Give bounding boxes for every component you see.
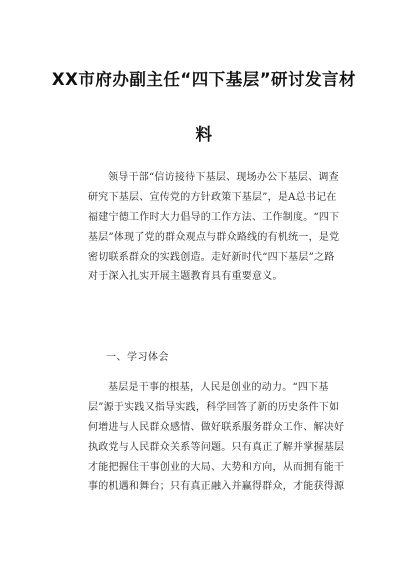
text-line: 事的机遇和舞台；只有真正融入并赢得群众，才能获得源 [88,481,345,493]
text-line: 领导干部“信访接待下基层、现场办公下基层、调查 [108,172,339,183]
document-title-line1: XX市府办副主任“四下基层”研讨发言材 [51,70,357,89]
text-line: 密切联系群众的实践创造。走好新时代“四下基层”之路 [88,251,335,263]
document-title-line2: 料 [195,125,213,144]
text-line: 基层”体现了党的群众观点与群众路线的有机统一，是党 [88,231,340,243]
text-line: 福建宁德工作时大力倡导的工作方法、工作制度。“四下 [88,211,340,223]
paragraph-section1 [88,378,350,497]
text-line: 何增进与人民群众感情、做好联系服务群众工作、解决好 [88,421,345,433]
paragraph-intro [88,168,350,287]
text-line: 才能把握住干事创业的大局、大势和方向，从而拥有能干 [88,461,345,473]
text-line: 对于深入扎实开展主题教育具有重要意义。 [88,271,283,283]
text-line: 执政党与人民群众关系等问题。只有真正了解并掌握基层 [88,441,345,453]
text-line: 基层是干事的根基，人民是创业的动力。“四下基 [108,382,329,393]
text-line: 层”源于实践又指导实践，科学回答了新的历史条件下如 [88,401,340,413]
text-line: 研究下基层、宣传党的方针政策下基层”，是A总书记在 [88,191,337,203]
section-heading: 一、学习体会 [106,352,169,363]
